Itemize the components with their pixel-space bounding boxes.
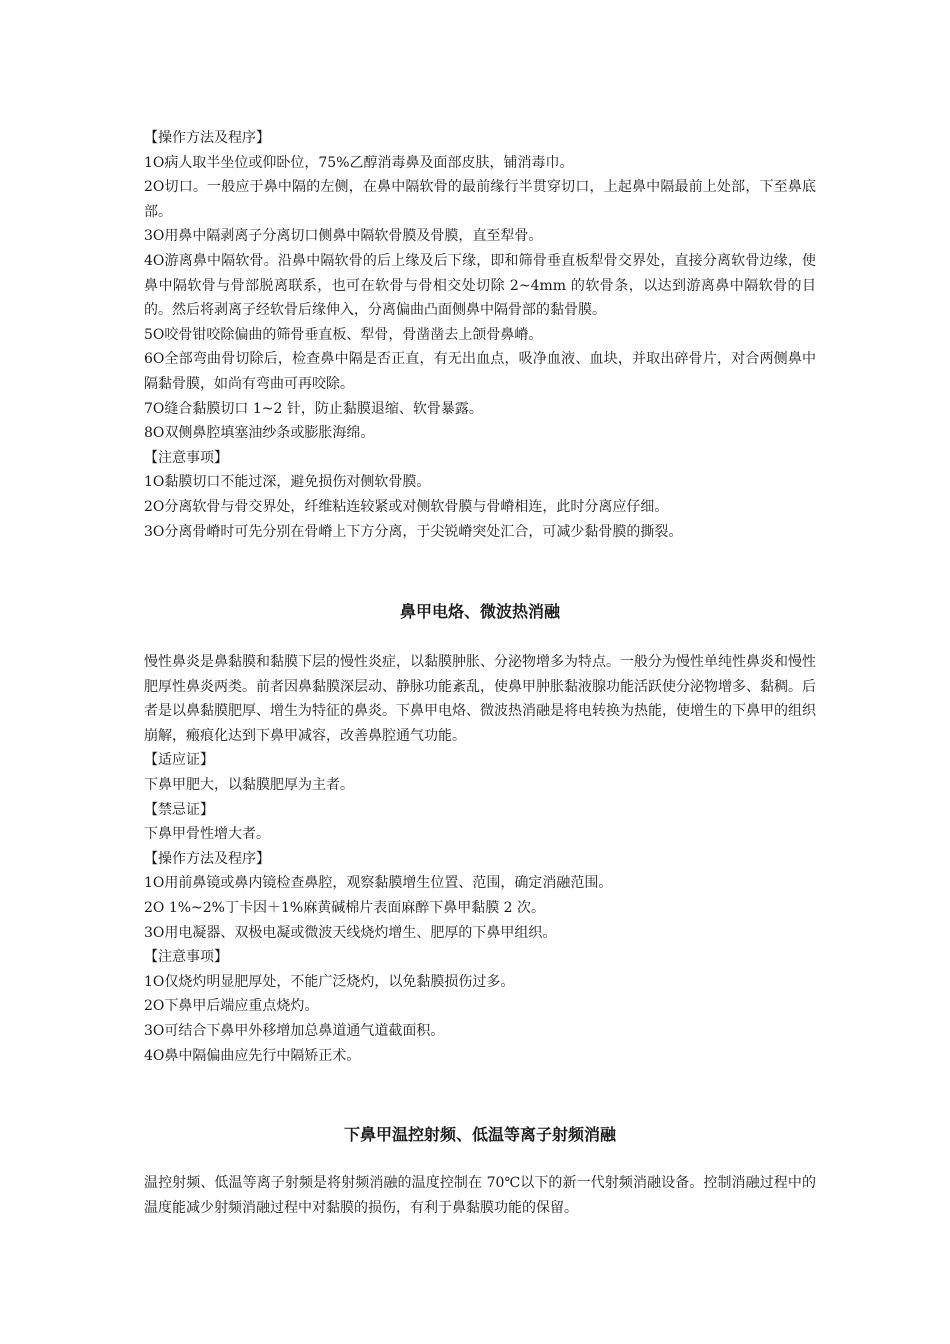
section-septum-procedure: [144, 126, 816, 544]
notes-heading: 【注意事项】: [144, 449, 228, 466]
step-2: 2O 1%~2%丁卡因＋1%麻黄碱棉片表面麻醉下鼻甲黏膜 2 次。: [144, 899, 546, 916]
section-electrocautery: [144, 650, 816, 1068]
notes-heading: 【注意事项】: [144, 949, 228, 966]
contraindication-heading: 【禁忌证】: [144, 801, 214, 818]
step-5: 5O咬骨钳咬除偏曲的筛骨垂直板、犁骨，骨凿凿去上颌骨鼻嵴。: [144, 326, 543, 343]
note-1: 1O黏膜切口不能过深，避免损伤对侧软骨膜。: [144, 474, 431, 491]
step-7: 7O缝合黏膜切口 1~2 针，防止黏膜退缩、软骨暴露。: [144, 400, 483, 417]
contraindication-text: 下鼻甲骨性增大者。: [144, 826, 270, 843]
step-1: 1O用前鼻镜或鼻内镜检查鼻腔，观察黏膜增生位置、范围，确定消融范围。: [144, 875, 613, 892]
ops-heading: 【操作方法及程序】: [144, 130, 270, 146]
step-6: 6O全部弯曲骨切除后，检查鼻中隔是否正直，有无出血点，吸净血液、血块，并取出碎骨片，对合两侧鼻中隔黏骨膜，如尚有弯曲可再咬除。: [144, 351, 816, 392]
section-title-electrocautery: 鼻甲电烙、微波热消融: [399, 602, 560, 621]
note-3: 3O分离骨嵴时可先分别在骨嵴上下方分离，于尖锐嵴突处汇合，可减少黏骨膜的撕裂。: [144, 523, 683, 540]
step-1: 1O病人取半坐位或仰卧位，75%乙醇消毒鼻及面部皮肤，铺消毒巾。: [144, 154, 574, 171]
note-1: 1O仅烧灼明显肥厚处，不能广泛烧灼，以免黏膜损伤过多。: [144, 973, 515, 990]
section-intro: 慢性鼻炎是鼻黏膜和黏膜下层的慢性炎症，以黏膜肿胀、分泌物增多为特点。一般分为慢性单纯性鼻炎和慢性肥厚性鼻炎两类。前者因鼻黏膜深层动、静脉功能紊乱，使鼻甲肿胀黏液腺功能活跃使分泌物增多、黏稠。后者是以鼻黏膜肥厚、增生为特征的鼻炎。下鼻甲电烙、微波热消融是将电转换为热能，使增生的下鼻甲的组织崩解，瘢痕化达到下鼻甲减容，改善鼻腔通气功能。: [144, 654, 816, 744]
section-radiofrequency: [144, 1171, 816, 1220]
step-3: 3O用鼻中隔剥离子分离切口侧鼻中隔软骨膜及骨膜，直至犁骨。: [144, 228, 543, 245]
note-4: 4O鼻中隔偏曲应先行中隔矫正术。: [144, 1047, 361, 1064]
indication-heading: 【适应证】: [144, 752, 214, 769]
step-2: 2O切口。一般应于鼻中隔的左侧，在鼻中隔软骨的最前缘行半贯穿切口，上起鼻中隔最前上处部，下至鼻底部。: [144, 179, 816, 220]
step-4: 4O游离鼻中隔软骨。沿鼻中隔软骨的后上缘及后下缘，即和筛骨垂直板犁骨交界处，直接分离软骨边缘，使鼻中隔软骨与骨部脱离联系，也可在软骨与骨相交处切除 2~4mm 的软骨条，以达到游离鼻中隔软骨的目的。然后将剥离子经软骨后缘伸入，分离偏曲凸面侧鼻中隔骨部的黏骨膜。: [144, 252, 816, 319]
note-2: 2O分离软骨与骨交界处，纤维粘连较紧或对侧软骨膜与骨嵴相连，此时分离应仔细。: [144, 498, 669, 515]
ops-heading: 【操作方法及程序】: [144, 850, 270, 867]
section-title-radiofrequency: 下鼻甲温控射频、低温等离子射频消融: [343, 1125, 616, 1144]
indication-text: 下鼻甲肥大，以黏膜肥厚为主者。: [144, 776, 354, 793]
section-intro: 温控射频、低温等离子射频是将射频消融的温度控制在 70℃以下的新一代射频消融设备。控制消融过程中的温度能减少射频消融过程中对黏膜的损伤，有利于鼻黏膜功能的保留。: [144, 1175, 816, 1216]
step-3: 3O用电凝器、双极电凝或微波天线烧灼增生、肥厚的下鼻甲组织。: [144, 924, 557, 941]
note-2: 2O下鼻甲后端应重点烧灼。: [144, 998, 319, 1015]
step-8: 8O双侧鼻腔填塞油纱条或膨胀海绵。: [144, 425, 375, 442]
note-3: 3O可结合下鼻甲外移增加总鼻道通气道截面积。: [144, 1022, 445, 1039]
